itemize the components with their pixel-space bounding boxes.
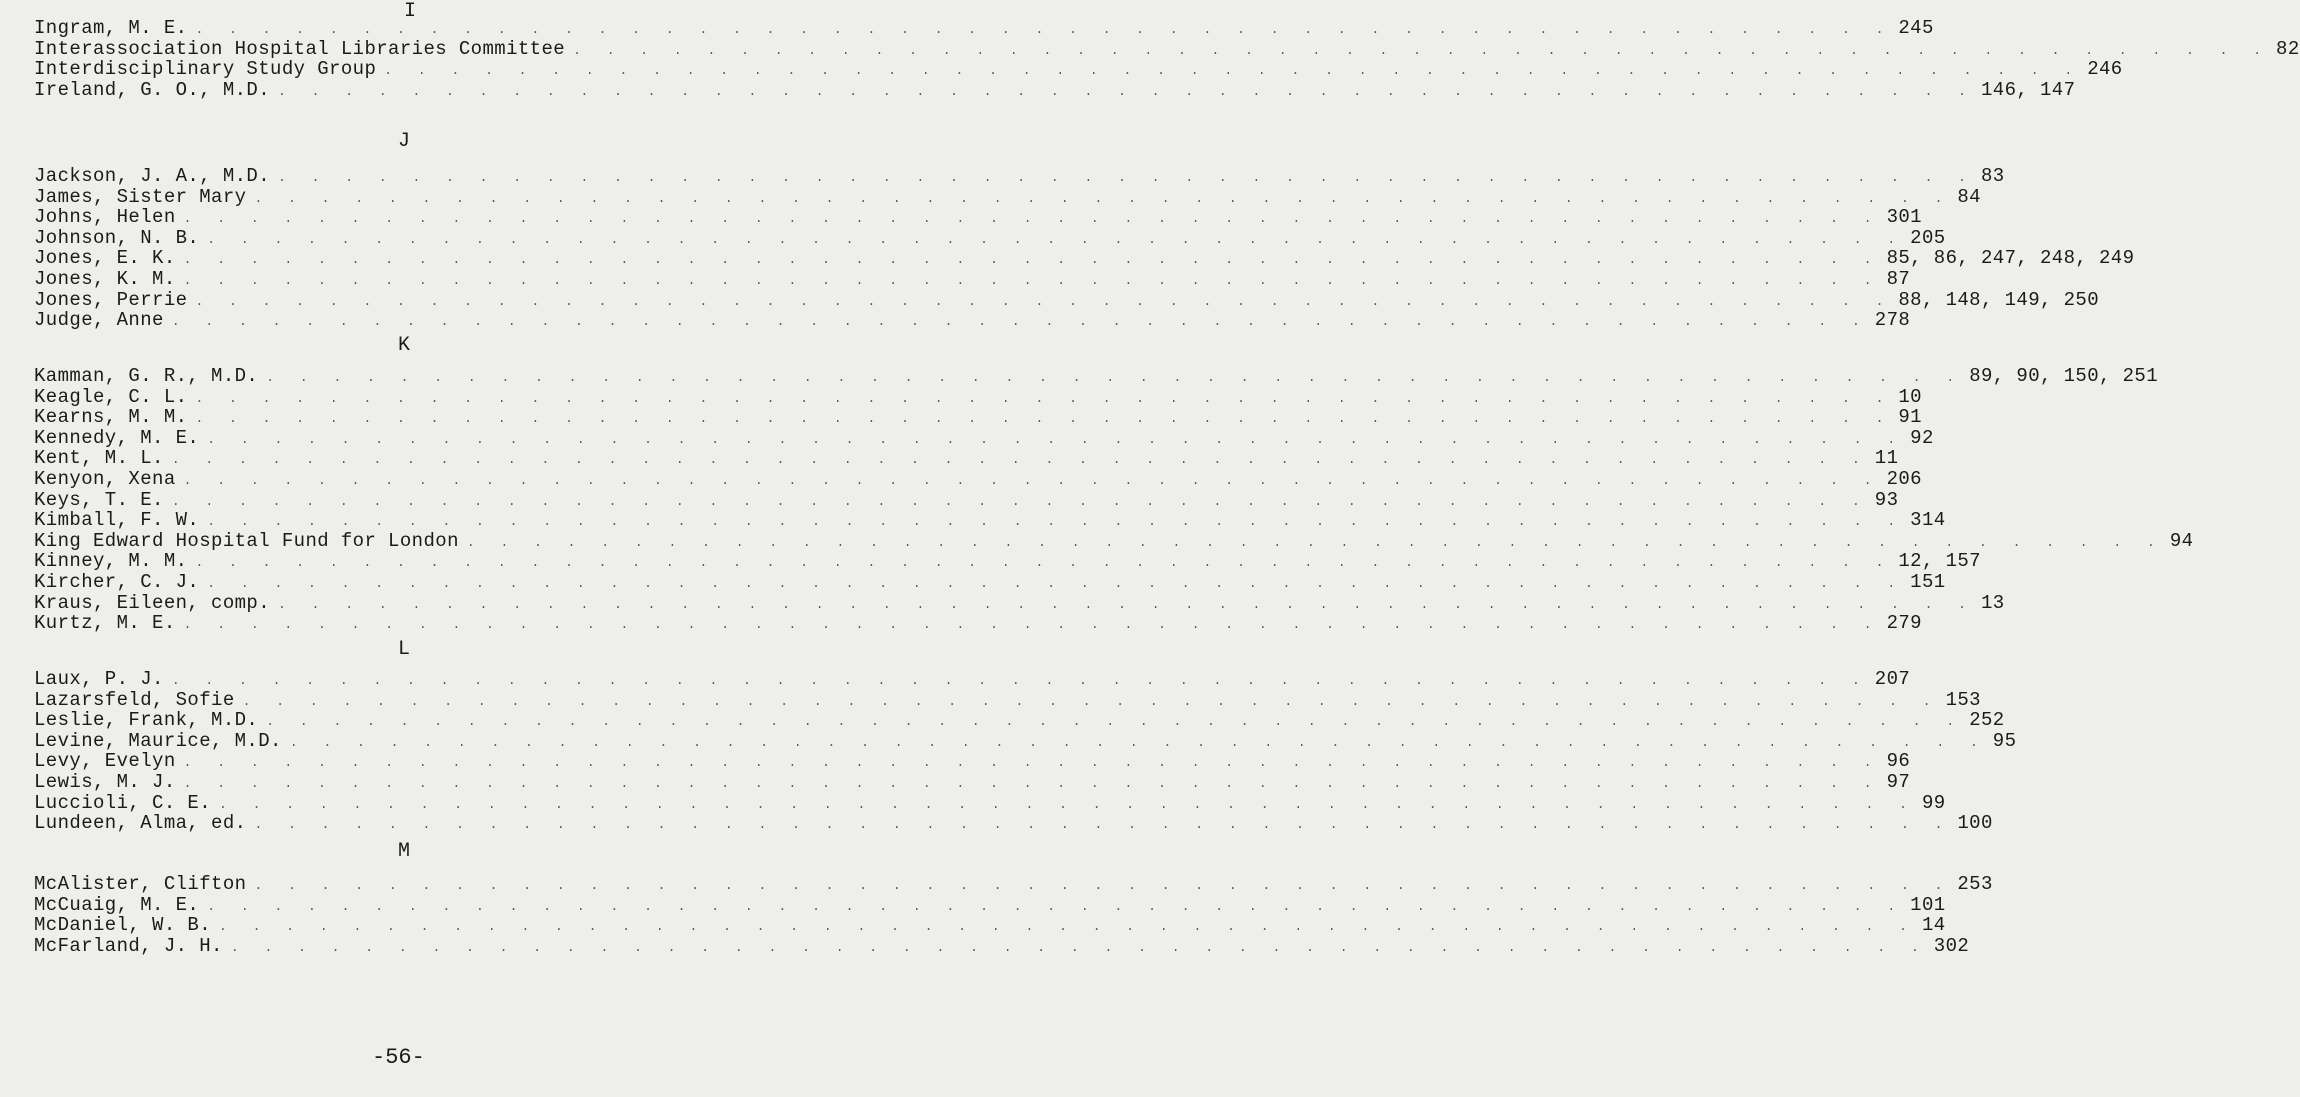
dot-leader: . . . . . . . . . . . . . . . . . . . . . . . . . . . . . . . . . . . . . . . . . . . . . . . . . . .	[207, 898, 1905, 914]
index-group-k	[34, 365, 2194, 635]
entry-pages: 301	[1886, 206, 1922, 229]
entry-pages: 302	[1933, 934, 1970, 957]
index-entry	[34, 750, 1911, 773]
entry-name: Kenyon, Xena	[34, 467, 176, 490]
entry-name: McFarland, J. H.	[34, 934, 223, 957]
index-group-m	[34, 873, 1993, 957]
entry-name: James, Sister Mary	[34, 185, 247, 208]
corner-mark: I	[404, 0, 417, 23]
index-entry	[34, 447, 1899, 470]
dot-leader: . . . . . . . . . . . . . . . . . . . . . . . . . . . . . . . . . . . . . . . . . . . . . . . . . . .	[266, 370, 1964, 385]
dot-leader: . . . . . . . . . . . . . . . . . . . . . . . . . . . . . . . . . . . . . . . . . . . . . . . . . . .	[195, 293, 1893, 309]
index-entry	[34, 509, 1946, 532]
dot-leader: . . . . . . . . . . . . . . . . . . . . . . . . . . . . . . . . . . . . . . . . . . . . . . . . . . .	[207, 231, 1905, 247]
index-entry	[34, 165, 2005, 187]
entry-name: Kimball, F. W.	[34, 509, 200, 532]
entry-pages: 253	[1957, 873, 1993, 895]
entry-name: Keagle, C. L.	[34, 385, 188, 408]
index-entry	[34, 426, 1934, 449]
entry-pages: 88, 148, 149, 250	[1898, 288, 2100, 311]
index-entry	[34, 570, 1946, 593]
index-entry	[34, 385, 1922, 408]
entry-pages: 11	[1874, 447, 1899, 470]
index-entry	[34, 688, 1981, 711]
dot-leader: . . . . . . . . . . . . . . . . . . . . . . . . . . . . . . . . . . . . . . . . . . . . . . . . . . .	[171, 493, 1869, 509]
dot-leader: . . . . . . . . . . . . . . . . . . . . . . . . . . . . . . . . . . . . . . . . . . . . . . . . . . .	[171, 452, 1869, 468]
index-entry	[34, 812, 1993, 835]
entry-pages: 100	[1957, 812, 1993, 835]
section-letter: J	[398, 130, 411, 153]
index-entry	[34, 668, 1911, 690]
entry-name: Interdisciplinary Study Group	[34, 58, 377, 81]
entry-pages: 94	[2169, 529, 2194, 552]
entry-pages: 92	[1910, 426, 1934, 449]
entry-name: Jones, Perrie	[34, 288, 188, 311]
entry-pages: 12, 157	[1898, 550, 1981, 573]
index-entry	[34, 791, 1946, 814]
index-entry	[34, 17, 1934, 39]
entry-pages: 84	[1957, 185, 1981, 208]
dot-leader: . . . . . . . . . . . . . . . . . . . . . . . . . . . . . . . . . . . . . . . . . . . . . . . . . . .	[219, 796, 1916, 812]
entry-pages: 82	[2276, 37, 2300, 60]
index-entry	[34, 288, 2100, 311]
index-entry	[34, 612, 1922, 635]
entry-pages: 95	[1992, 729, 2017, 752]
index-entry	[34, 185, 1981, 208]
entry-name: Lewis, M. J.	[34, 770, 176, 793]
entry-name: Keys, T. E.	[34, 488, 164, 511]
index-entry	[34, 365, 2159, 387]
dot-leader: . . . . . . . . . . . . . . . . . . . . . . . . . . . . . . . . . . . . . . . . . . . . . . . . . . .	[171, 673, 1869, 688]
dot-leader: . . . . . . . . . . . . . . . . . . . . . . . . . . . . . . . . . . . . . . . . . . . . . . . . . . .	[278, 170, 1975, 185]
index-entry	[34, 488, 1899, 511]
entry-pages: 279	[1886, 612, 1922, 635]
entry-name: Jones, K. M.	[34, 267, 176, 290]
dot-leader: . . . . . . . . . . . . . . . . . . . . . . . . . . . . . . . . . . . . . . . . . . . . . . . . . . .	[278, 83, 1975, 99]
dot-leader: . . . . . . . . . . . . . . . . . . . . . . . . . . . . . . . . . . . . . . . . . . . . . . . . . . .	[183, 211, 1881, 227]
dot-leader: . . . . . . . . . . . . . . . . . . . . . . . . . . . . . . . . . . . . . . . . . . . . . . . . . . .	[230, 939, 1928, 955]
entry-pages: 146, 147	[1980, 78, 2076, 101]
entry-name: Lundeen, Alma, ed.	[34, 812, 247, 835]
dot-leader: . . . . . . . . . . . . . . . . . . . . . . . . . . . . . . . . . . . . . . . . . . . . . . . . . . .	[242, 693, 1940, 709]
index-entry	[34, 729, 2017, 752]
dot-leader: . . . . . . . . . . . . . . . . . . . . . . . . . . . . . . . . . . . . . . . . . . . . . . . . . . .	[207, 431, 1905, 447]
entry-name: Levine, Maurice, M.D.	[34, 729, 282, 752]
index-entry	[34, 78, 2076, 101]
index-entry	[34, 206, 1922, 229]
index-group-j	[34, 165, 2135, 332]
dot-leader: . . . . . . . . . . . . . . . . . . . . . . . . . . . . . . . . . . . . . . . . . . . . . . . . . . .	[183, 252, 1881, 268]
index-entry	[34, 267, 1911, 290]
index-entry	[34, 226, 1946, 249]
entry-pages: 101	[1910, 893, 1946, 916]
entry-name: Ireland, G. O., M.D.	[34, 78, 271, 101]
index-entry	[34, 550, 1981, 573]
entry-pages: 151	[1910, 570, 1946, 593]
section-letter: K	[398, 334, 411, 357]
entry-pages: 87	[1886, 267, 1911, 290]
dot-leader: . . . . . . . . . . . . . . . . . . . . . . . . . . . . . . . . . . . . . . . . . . . . . . . . . . .	[183, 272, 1881, 288]
entry-name: Kennedy, M. E.	[34, 426, 200, 449]
index-entry	[34, 914, 1946, 937]
entry-pages: 314	[1910, 509, 1946, 532]
index-entry	[34, 529, 2194, 552]
entry-name: Lazarsfeld, Sofie	[34, 688, 235, 711]
entry-name: Kircher, C. J.	[34, 570, 200, 593]
dot-leader: . . . . . . . . . . . . . . . . . . . . . . . . . . . . . . . . . . . . . . . . . . . . . . . . . . .	[195, 22, 1893, 37]
dot-leader: . . . . . . . . . . . . . . . . . . . . . . . . . . . . . . . . . . . . . . . . . . . . . . . . . . .	[183, 775, 1881, 791]
entry-pages: 246	[2087, 58, 2123, 81]
dot-leader: . . . . . . . . . . . . . . . . . . . . . . . . . . . . . . . . . . . . . . . . . . . . . . . . . . .	[195, 411, 1893, 427]
entry-name: Interassociation Hospital Libraries Committee	[34, 37, 566, 60]
entry-name: Kamman, G. R., M.D.	[34, 365, 259, 387]
index-entry	[34, 873, 1993, 895]
dot-leader: . . . . . . . . . . . . . . . . . . . . . . . . . . . . . . . . . . . . . . . . . . . . . . . . . . .	[219, 919, 1916, 935]
entry-name: Kinney, M. M.	[34, 550, 188, 573]
index-entry	[34, 406, 1922, 429]
dot-leader: . . . . . . . . . . . . . . . . . . . . . . . . . . . . . . . . . . . . . . . . . . . . . . . . . . .	[384, 63, 2082, 79]
index-entry	[34, 467, 1922, 490]
entry-pages: 91	[1898, 406, 1922, 429]
dot-leader: . . . . . . . . . . . . . . . . . . . . . . . . . . . . . . . . . . . . . . . . . . . . . . . . . . .	[207, 575, 1905, 591]
index-group-i	[34, 17, 2300, 101]
entry-pages: 252	[1969, 709, 2005, 732]
entry-name: Ingram, M. E.	[34, 17, 188, 39]
entry-pages: 10	[1898, 385, 1922, 408]
entry-name: Judge, Anne	[34, 309, 164, 332]
entry-pages: 99	[1921, 791, 1946, 814]
index-entry	[34, 247, 2135, 270]
section-letter: L	[398, 638, 411, 661]
index-group-l	[34, 668, 2017, 835]
dot-leader: . . . . . . . . . . . . . . . . . . . . . . . . . . . . . . . . . . . . . . . . . . . . . . . . . . .	[171, 314, 1869, 330]
dot-leader: . . . . . . . . . . . . . . . . . . . . . . . . . . . . . . . . . . . . . . . . . . . . . . . . . . .	[207, 514, 1905, 530]
entry-pages: 205	[1910, 226, 1946, 249]
section-letter: M	[398, 840, 411, 863]
entry-name: Kurtz, M. E.	[34, 612, 176, 635]
entry-pages: 207	[1874, 668, 1911, 690]
entry-pages: 97	[1886, 770, 1911, 793]
entry-name: McDaniel, W. B.	[34, 914, 212, 937]
entry-pages: 153	[1945, 688, 1981, 711]
entry-name: King Edward Hospital Fund for London	[34, 529, 459, 552]
page-number: -56-	[372, 1045, 425, 1070]
dot-leader: . . . . . . . . . . . . . . . . . . . . . . . . . . . . . . . . . . . . . . . . . . . . . . . . . . .	[466, 534, 2164, 550]
entry-name: Johnson, N. B.	[34, 226, 200, 249]
entry-name: Luccioli, C. E.	[34, 791, 212, 814]
entry-pages: 13	[1980, 591, 2005, 614]
entry-pages: 96	[1886, 750, 1911, 773]
entry-name: McAlister, Clifton	[34, 873, 247, 895]
dot-leader: . . . . . . . . . . . . . . . . . . . . . . . . . . . . . . . . . . . . . . . . . . . . . . . . . . .	[266, 714, 1964, 730]
entry-pages: 93	[1874, 488, 1899, 511]
entry-name: Johns, Helen	[34, 206, 176, 229]
dot-leader: . . . . . . . . . . . . . . . . . . . . . . . . . . . . . . . . . . . . . . . . . . . . . . . . . . .	[195, 390, 1893, 406]
entry-name: Kent, M. L.	[34, 447, 164, 470]
entry-pages: 278	[1874, 309, 1911, 332]
entry-pages: 245	[1898, 17, 1934, 39]
index-entry	[34, 934, 1970, 957]
dot-leader: . . . . . . . . . . . . . . . . . . . . . . . . . . . . . . . . . . . . . . . . . . . . . . . . . . .	[183, 472, 1881, 488]
entry-name: Jackson, J. A., M.D.	[34, 165, 271, 187]
entry-name: Kearns, M. M.	[34, 406, 188, 429]
index-entry	[34, 309, 1911, 332]
dot-leader: . . . . . . . . . . . . . . . . . . . . . . . . . . . . . . . . . . . . . . . . . . . . . . . . . . .	[573, 42, 2271, 58]
entry-pages: 14	[1921, 914, 1946, 937]
entry-name: Kraus, Eileen, comp.	[34, 591, 271, 614]
dot-leader: . . . . . . . . . . . . . . . . . . . . . . . . . . . . . . . . . . . . . . . . . . . . . . . . . . .	[254, 878, 1952, 893]
dot-leader: . . . . . . . . . . . . . . . . . . . . . . . . . . . . . . . . . . . . . . . . . . . . . . . . . . .	[254, 817, 1952, 833]
dot-leader: . . . . . . . . . . . . . . . . . . . . . . . . . . . . . . . . . . . . . . . . . . . . . . . . . . .	[183, 617, 1881, 633]
entry-name: Jones, E. K.	[34, 247, 176, 270]
entry-pages: 89, 90, 150, 251	[1969, 365, 2159, 387]
index-entry	[34, 709, 2005, 732]
entry-name: McCuaig, M. E.	[34, 893, 200, 916]
dot-leader: . . . . . . . . . . . . . . . . . . . . . . . . . . . . . . . . . . . . . . . . . . . . . . . . . . .	[278, 596, 1975, 612]
entry-name: Levy, Evelyn	[34, 750, 176, 773]
dot-leader: . . . . . . . . . . . . . . . . . . . . . . . . . . . . . . . . . . . . . . . . . . . . . . . . . . .	[183, 755, 1881, 771]
index-entry	[34, 591, 2005, 614]
index-entry	[34, 770, 1911, 793]
index-entry	[34, 58, 2123, 81]
dot-leader: . . . . . . . . . . . . . . . . . . . . . . . . . . . . . . . . . . . . . . . . . . . . . . . . . . .	[289, 734, 1987, 750]
dot-leader: . . . . . . . . . . . . . . . . . . . . . . . . . . . . . . . . . . . . . . . . . . . . . . . . . . .	[195, 555, 1893, 571]
entry-pages: 206	[1886, 467, 1922, 490]
index-entry	[34, 37, 2300, 60]
entry-pages: 83	[1980, 165, 2005, 187]
entry-name: Leslie, Frank, M.D.	[34, 709, 259, 732]
entry-name: Laux, P. J.	[34, 668, 164, 690]
index-entry	[34, 893, 1946, 916]
dot-leader: . . . . . . . . . . . . . . . . . . . . . . . . . . . . . . . . . . . . . . . . . . . . . . . . . . .	[254, 190, 1952, 206]
entry-pages: 85, 86, 247, 248, 249	[1886, 247, 2135, 270]
